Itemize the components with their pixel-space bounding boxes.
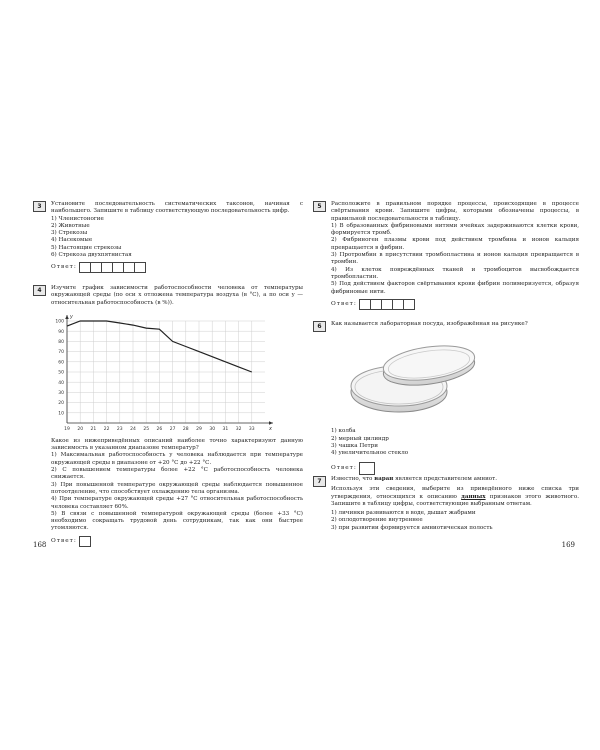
task-number: 6 <box>313 321 326 332</box>
answer-cell[interactable] <box>359 462 375 475</box>
option-item: 3) Стрекозы <box>51 230 88 237</box>
y-tick-label: 60 <box>58 360 64 366</box>
instruction-text: признаков этого животного. Запишите в таблицу цифры, соответствующие выбранным ответам. <box>331 493 579 507</box>
task-prompt: Какое из нижеприведённых описаний наиболее точно характеризуют данную зависимость в указанном диапазоне температур? <box>51 437 303 452</box>
option-item: 2) оплодотворение внутреннее <box>331 517 423 524</box>
answer-cells[interactable] <box>80 536 91 547</box>
option-item: 4) Из клеток повреждённых тканей и тромбоцитов высвобождается тромбопластин. <box>331 266 579 280</box>
option-item: 1) личинки развиваются в воде, дышат жабрами <box>331 510 476 517</box>
x-tick-label: 20 <box>77 426 84 432</box>
x-tick-label: 30 <box>209 426 216 432</box>
task-question: Изучите график зависимости работоспособности человека от температуры окружающей среды (по оси x отложена температура воздуха (в °С), а по оси y — относительная работоспособность (в %)). <box>51 285 303 306</box>
task-number: 7 <box>313 476 326 487</box>
option-item: 5) Под действием факторов свёртывания крови фибрин полимеризуется, образуя фибриновые нити. <box>331 281 579 295</box>
x-tick-label: 19 <box>64 426 70 432</box>
question-text: является представителем амниот. <box>393 476 498 482</box>
option-item: 4) При температуре окружающей среды +27 °С относительная работоспособность человека составляет 60%. <box>51 496 303 510</box>
x-axis-arrow <box>269 421 273 425</box>
task-number: 3 <box>33 201 46 212</box>
x-tick-label: 32 <box>235 426 242 432</box>
option-item: 4) Насекомые <box>51 237 93 244</box>
y-tick-label: 90 <box>58 329 64 335</box>
y-tick-label: 20 <box>58 401 64 407</box>
answer-cells[interactable] <box>80 262 146 273</box>
x-tick-label: 25 <box>143 426 150 432</box>
options-list <box>331 223 579 296</box>
answer-row <box>51 262 303 273</box>
answer-label: Ответ: <box>331 465 357 472</box>
petri-dish-image <box>343 334 483 426</box>
y-tick-label: 80 <box>58 339 64 345</box>
option-item: 1) колба <box>331 428 356 435</box>
y-tick-label: 30 <box>58 390 64 396</box>
answer-label: Ответ: <box>331 300 357 307</box>
option-item: 2) С повышением температуры более +22 °С работоспособность человека снижается. <box>51 467 303 481</box>
y-tick-label: 10 <box>58 411 64 417</box>
x-tick-label: 31 <box>222 426 229 432</box>
task-number: 4 <box>33 285 46 296</box>
answer-cell[interactable] <box>134 262 146 273</box>
x-tick-label: 33 <box>248 426 255 432</box>
option-item: 5) В связи с повышенной температурой окружающей среды (более +33 °С) необходимо сокращать трудовой день сотрудникам, так как они быстрее утомляются. <box>51 510 303 532</box>
option-item: 2) Фибриноген плазмы крови под действием тромбина и ионов кальция превращается в фибрин. <box>331 237 579 251</box>
right-page <box>313 193 579 551</box>
answer-cells[interactable] <box>360 462 375 475</box>
option-item: 6) Стрекоза двухпятнистая <box>51 252 132 259</box>
option-item: 3) При повышенной температуре окружающей среды наблюдается повышенное потоотделение, что способствует охлаждению тела организма. <box>51 481 303 495</box>
task-question: Расположите в правильном порядке процессы, происходящие в процессе свёртывания крови. Запишите цифры, которыми обозначены процессы, в правильной последовательности в таблицу. <box>331 201 579 222</box>
task-4 <box>33 285 303 547</box>
options-list <box>331 510 579 532</box>
task-question <box>331 476 579 483</box>
answer-label: Ответ: <box>51 537 77 544</box>
options-list <box>51 452 303 532</box>
task-6 <box>313 321 579 475</box>
answer-cell[interactable] <box>79 536 91 547</box>
option-item: 3) при развитии формируется амниотическая полость <box>331 524 493 531</box>
option-item: 2) мерный цилиндр <box>331 435 389 442</box>
question-text: Известно, что <box>331 476 375 482</box>
x-tick-label: 23 <box>116 426 123 432</box>
instruction-text: Используя эти сведения, выберите из приведённого ниже списка три утверждения, относящихся к описанию <box>331 486 579 500</box>
option-item: 3) чашка Петри <box>331 442 378 449</box>
x-tick-label: 29 <box>196 426 202 432</box>
task-7 <box>313 476 579 532</box>
option-item: 4) увеличительное стекло <box>331 450 409 457</box>
option-item: 1) Максимальная работоспособность у человека наблюдается при температуре окружающей среды в диапазоне от +20 °С до +22 °С. <box>51 452 303 466</box>
answer-label: Ответ: <box>51 264 77 271</box>
task-3 <box>33 201 303 273</box>
y-axis-arrow <box>65 315 69 319</box>
answer-row <box>51 536 303 547</box>
y-tick-label: 50 <box>58 370 64 376</box>
answer-cells[interactable] <box>360 299 415 310</box>
option-item: 3) Протромбин в присутствии тромбопластина и ионов кальция превращается в тромбин. <box>331 252 579 266</box>
option-item: 2) Животные <box>51 222 90 229</box>
options-list <box>51 216 303 260</box>
x-tick-label: 21 <box>90 426 97 432</box>
options-list <box>331 428 579 457</box>
option-item: 5) Настоящие стрекозы <box>51 244 122 251</box>
x-tick-label: 28 <box>182 426 189 432</box>
x-tick-label: 22 <box>103 426 110 432</box>
page-number: 168 <box>33 541 47 549</box>
answer-row <box>331 462 579 475</box>
option-item: 1) Членистоногие <box>51 215 104 222</box>
task-instruction <box>331 486 579 508</box>
answer-row <box>331 299 579 310</box>
x-axis-label: x <box>269 425 272 432</box>
question-keyword: варан <box>374 476 394 482</box>
task-question: Как называется лабораторная посуда, изображённая на рисунке? <box>331 321 528 327</box>
line-chart <box>43 311 283 436</box>
task-number: 5 <box>313 201 326 212</box>
x-tick-label: 26 <box>156 426 163 432</box>
instruction-keyword: данных <box>461 493 486 500</box>
left-page <box>33 193 303 551</box>
y-tick-label: 40 <box>58 380 64 386</box>
task-question: Установите последовательность систематических таксонов, начиная с наибольшего. Запишите в таблицу соответствующую последовательность цифр. <box>51 201 303 215</box>
y-axis-label: y <box>70 313 73 320</box>
x-tick-label: 27 <box>169 426 176 432</box>
option-item: 1) В образованных фибриновыми нитями ячейках задерживаются клетки крови, формируется тромб. <box>331 222 579 237</box>
y-tick-label: 100 <box>55 319 64 325</box>
page-number: 169 <box>561 541 575 549</box>
answer-cell[interactable] <box>403 299 415 310</box>
x-tick-label: 24 <box>130 426 136 432</box>
y-tick-label: 70 <box>58 350 64 356</box>
task-5 <box>313 201 579 310</box>
